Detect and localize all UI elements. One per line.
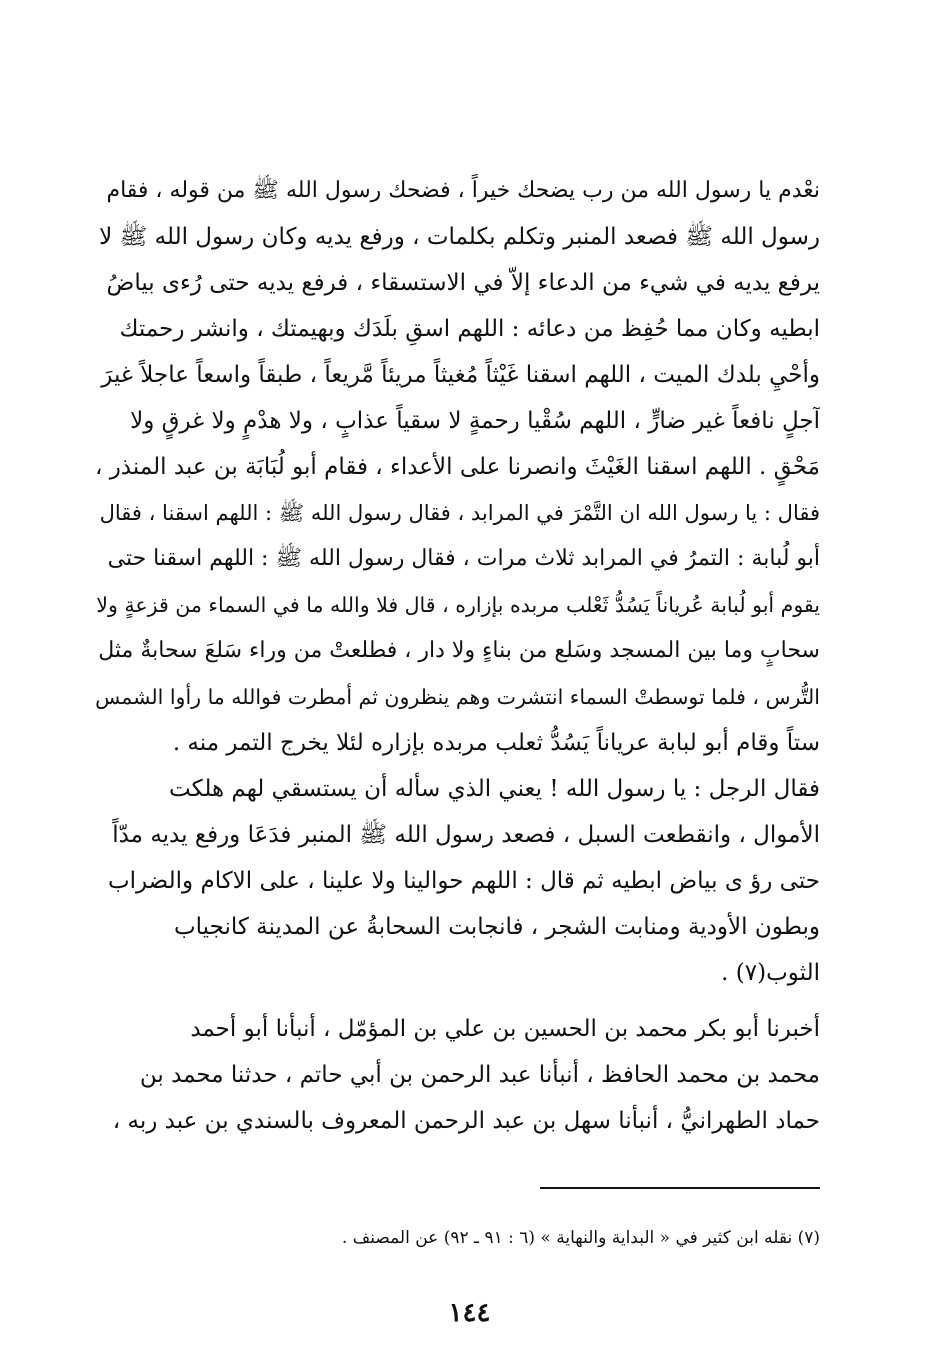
text-line: مَحْقٍ . اللهم اسقنا الغَيْثَ وانصرنا على الأعداء ، فقام أبو لُبَابَة بن عبد المنذر ،	[94, 454, 820, 480]
text-line: رسول الله ﷺ فصعد المنبر وتكلم بكلمات ، ورفع يديه وكان رسول الله ﷺ لا	[99, 224, 820, 250]
text-line: الأموال ، وانقطعت السبل ، فصعد رسول الله ﷺ المنبر فدَعَا ورفع يديه مدّاً	[112, 822, 820, 848]
text-line: الثوب(٧) .	[721, 960, 820, 986]
page-number: ١٤٤	[448, 1298, 491, 1328]
text-line: سحابٍ وما بين المسجد وسَلع من بناءٍ ولا دار ، فطلعتْ من وراء سَلعَ سحابةٌ مثل	[98, 638, 820, 663]
footnote-separator	[540, 1187, 820, 1189]
paragraph-3	[92, 1006, 820, 1144]
text-line: فقال الرجل : يا رسول الله ! يعني الذي سأله أن يستسقي لهم هلكت	[169, 776, 820, 802]
text-line: التُّرس ، فلما توسطتْ السماء انتشرت وهم ينظرون ثم أمطرت فوالله ما رأوا الشمس	[95, 685, 820, 709]
text-line: آجلٍ نافعاً غير ضارٍّ ، اللهم سُقْيا رحمةٍ لا سقياً عذابٍ ، ولا هدْمٍ ولا غرقٍ ولا	[130, 408, 820, 434]
text-line: يقوم أبو لُبابة عُرياناً يَسُدُّ ثَعْلب مربده بإزاره ، قال فلا والله ما في السماء من قزعةٍ ولا	[96, 593, 820, 617]
text-line: وأحْيِ بلدك الميت ، اللهم اسقنا غَيْثاً مُغيثاً مريئاً مَّريعاً ، طبقاً واسعاً عاجلاً غيرَ	[101, 362, 820, 388]
text-line: أخبرنا أبو بكر محمد بن الحسين بن علي بن المؤمّل ، أنبأنا أبو أحمد	[190, 1016, 820, 1042]
text-line: نعْدم يا رسول الله من رب يضحك خيراً ، فضحك رسول الله ﷺ من قوله ، فقام	[106, 178, 820, 203]
text-line: حماد الطهرانيُّ ، أنبأنا سهل بن عبد الرحمن المعروف بالسندي بن عبد ربه ،	[112, 1108, 820, 1134]
footnote: (٧) نقله ابن كثير في « البداية والنهاية » (٦ : ٩١ ـ ٩٢) عن المصنف .	[341, 1228, 820, 1248]
text-line: ابطيه وكان مما حُفِظ من دعائه : اللهم اسقِ بلَدَك وبهيمتك ، وانشر رحمتك	[119, 316, 820, 342]
text-line: ستاً وقام أبو لبابة عرياناً يَسُدُّ ثعلب مربده بإزاره لئلا يخرج التمر منه .	[172, 730, 820, 756]
text-line: وبطون الأودية ومنابت الشجر ، فانجابت السحابةُ عن المدينة كانجياب	[174, 914, 820, 940]
text-line: محمد بن محمد الحافظ ، أنبأنا عبد الرحمن بن أبي حاتم ، حدثنا محمد بن	[139, 1062, 820, 1088]
text-line: يرفع يديه في شيء من الدعاء إلاّ في الاستسقاء ، فرفع يديه حتى رُءى بياضُ	[106, 270, 820, 296]
text-line: حتى رؤ ى بياض ابطيه ثم قال : اللهم حوالينا ولا علينا ، على الاكام والضراب	[107, 868, 820, 894]
text-line: أبو لُبابة : التمرُ في المرابد ثلاث مرات ، فقال رسول الله ﷺ : اللهم اسقنا حتى	[107, 546, 820, 571]
text-line: فقال : يا رسول الله ان التَّمْرَ في المرابد ، فقال رسول الله ﷺ : اللهم اسقنا ، فقال	[99, 501, 820, 525]
paragraph-2	[92, 766, 820, 996]
paragraph-1	[92, 168, 820, 766]
